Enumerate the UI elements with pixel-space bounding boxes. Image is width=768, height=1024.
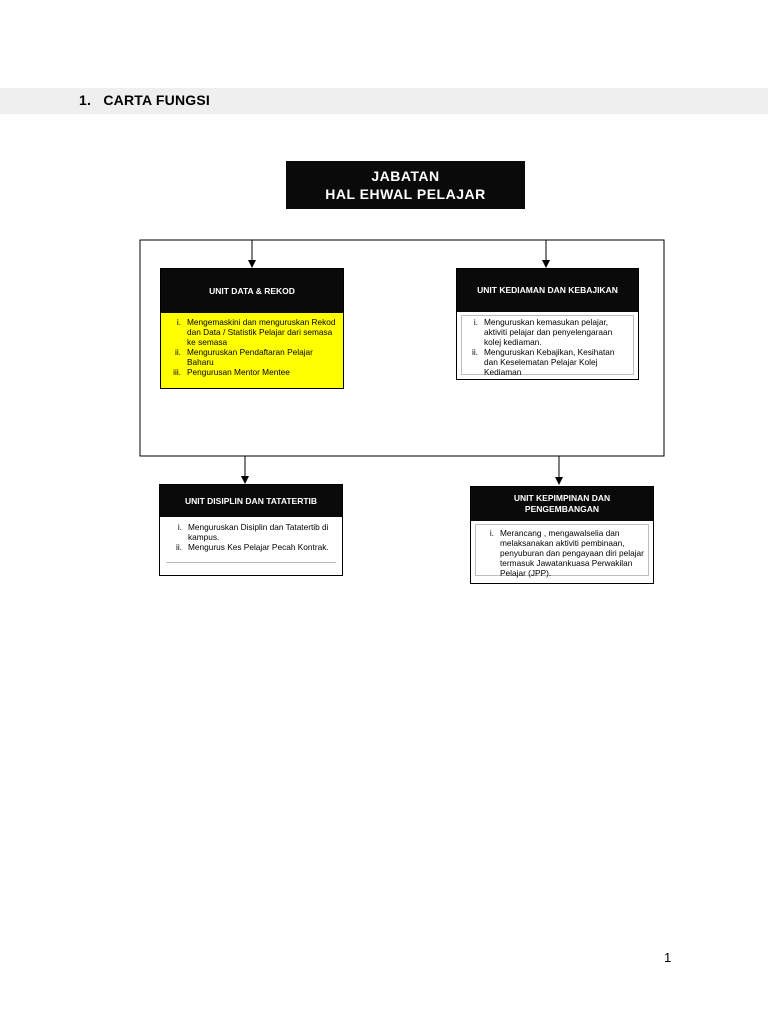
root-title-line2: HAL EHWAL PELAJAR [325, 186, 486, 202]
unit-kepimpinan-pengembangan [470, 486, 654, 584]
list-item: i. Menguruskan Disiplin dan Tatatertib di kampus. [177, 522, 329, 542]
unit-data-rekod-title: UNIT DATA & REKOD [209, 285, 295, 296]
list-item: i. Menguruskan kemasukan pelajar, aktiviti pelajar dan penyelengaraan kolej kediaman. [473, 317, 613, 347]
page-number: 1 [664, 950, 672, 965]
unit-disiplin-header [160, 485, 342, 517]
unit-disiplin-title: UNIT DISIPLIN DAN TATATERTIB [184, 495, 318, 506]
unit-kediaman-title: UNIT KEDIAMAN DAN KEBAJIKAN [477, 285, 618, 295]
unit-disiplin-tatatertib [159, 484, 343, 576]
unit-data-rekod-header [161, 269, 343, 313]
root-node-jabatan [286, 161, 525, 209]
list-item: ii. Menguruskan Kebajikan, Kesihatan dan Keselematan Pelajar Kolej Kediaman [472, 347, 615, 377]
unit-kepimpinan-header [471, 487, 653, 521]
unit-kediaman-kebajikan [456, 268, 639, 380]
unit-kediaman-body [461, 315, 634, 375]
list-item: iii. Pengurusan Mentor Mentee [173, 367, 290, 377]
unit-kepimpinan-title-line1: UNIT KEPIMPINAN DAN [513, 493, 611, 503]
list-item: ii. Mengurus Kes Pelajar Pecah Kontrak. [176, 542, 329, 552]
list-item: ii. Menguruskan Pendaftaran Pelajar Baharu [175, 347, 313, 367]
unit-data-rekod-body [161, 313, 343, 388]
root-title-line1: JABATAN [371, 168, 440, 184]
unit-kepimpinan-body [475, 524, 649, 576]
unit-disiplin-body [166, 517, 336, 563]
list-item: i. Mengemaskini dan menguruskan Rekod dan Data / Statistik Pelajar dari semasa ke semasa [176, 317, 336, 347]
section-number: 1. [79, 92, 92, 108]
section-title-text: CARTA FUNGSI [103, 92, 210, 108]
unit-data-rekod [160, 268, 344, 389]
unit-kepimpinan-title-line2: PENGEMBANGAN [524, 504, 600, 514]
unit-kediaman-header [457, 269, 638, 312]
list-item: i. Merancang , mengawalselia dan melaksanakan aktiviti pembinaan, penyuburan dan pengayaan diri pelajar termasuk Jawatankuasa Perwakilan Pelajar (JPP). [489, 528, 644, 578]
